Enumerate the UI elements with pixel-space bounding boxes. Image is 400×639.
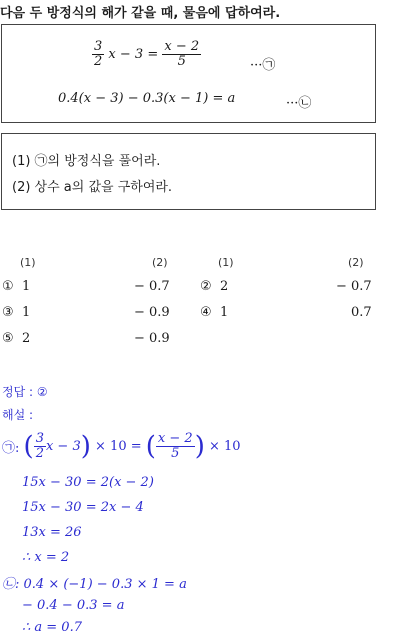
choice-4-value-1: 1 <box>220 305 229 320</box>
equation-1 <box>92 40 201 69</box>
equation-2: 0.4(x − 3) − 0.3(x − 1) = a <box>58 91 236 106</box>
solution-step-3: 13x = 26 <box>22 525 82 540</box>
choice-3-value-2: − 0.9 <box>134 305 170 320</box>
solution-step-2: 15x − 30 = 2x − 4 <box>22 500 144 515</box>
questions-box <box>1 133 376 210</box>
solution-step-b: ㉡: 0.4 × (−1) − 0.3 × 1 = a <box>2 577 187 592</box>
eq1-left: x − 3 = <box>108 47 159 62</box>
choice-3-number[interactable]: ③ <box>2 305 14 320</box>
eq2-marker: ···㉡ <box>286 96 312 111</box>
question-1: (1) ㉠의 방정식을 풀어라. <box>12 154 161 169</box>
choice-1-value-1: 1 <box>22 279 31 294</box>
choice-1-value-2: − 0.7 <box>134 279 170 294</box>
choice-4-number[interactable]: ④ <box>200 305 212 320</box>
eq1-rhs-fraction: $\frac{x - 2}{5}$ <box>164 39 200 69</box>
question-2: (2) 상수 a의 값을 구하여라. <box>12 180 173 195</box>
choice-3-value-1: 1 <box>22 305 31 320</box>
choice-5-value-2: − 0.9 <box>134 331 170 346</box>
choice-2-value-2: − 0.7 <box>336 279 372 294</box>
eq1-marker: ···㉠ <box>250 58 276 73</box>
solution-step-b1: − 0.4 − 0.3 = a <box>22 598 125 613</box>
choice-2-value-1: 2 <box>220 279 229 294</box>
solution-step-4: ∴ x = 2 <box>22 550 70 565</box>
header-2a: (2) <box>152 256 168 269</box>
header-1a: (1) <box>20 256 36 269</box>
solution-step-b2: ∴ a = 0.7 <box>22 620 82 635</box>
choice-4-value-2: 0.7 <box>351 305 372 320</box>
answer-label: 정답 : ② <box>2 385 48 399</box>
choice-2-number[interactable]: ② <box>200 279 212 294</box>
header-2b: (2) <box>348 256 364 269</box>
solution-step-0: ㉠: ( $\frac{3}{2}$ x − 3) × 10 = ( $\frac{x - 2}{5}$ ) × 10 <box>2 431 241 462</box>
choice-1-number[interactable]: ① <box>2 279 14 294</box>
eq1-fraction: $\frac{3}{2}$ <box>94 39 103 69</box>
choice-5-number[interactable]: ⑤ <box>2 331 14 346</box>
header-1b: (1) <box>218 256 234 269</box>
instruction-text: 다음 두 방정식의 해가 같을 때, 물음에 답하여라. <box>0 6 281 21</box>
explanation-label: 해설 : <box>2 408 34 422</box>
solution-step-1: 15x − 30 = 2(x − 2) <box>22 475 154 490</box>
choice-5-value-1: 2 <box>22 331 31 346</box>
